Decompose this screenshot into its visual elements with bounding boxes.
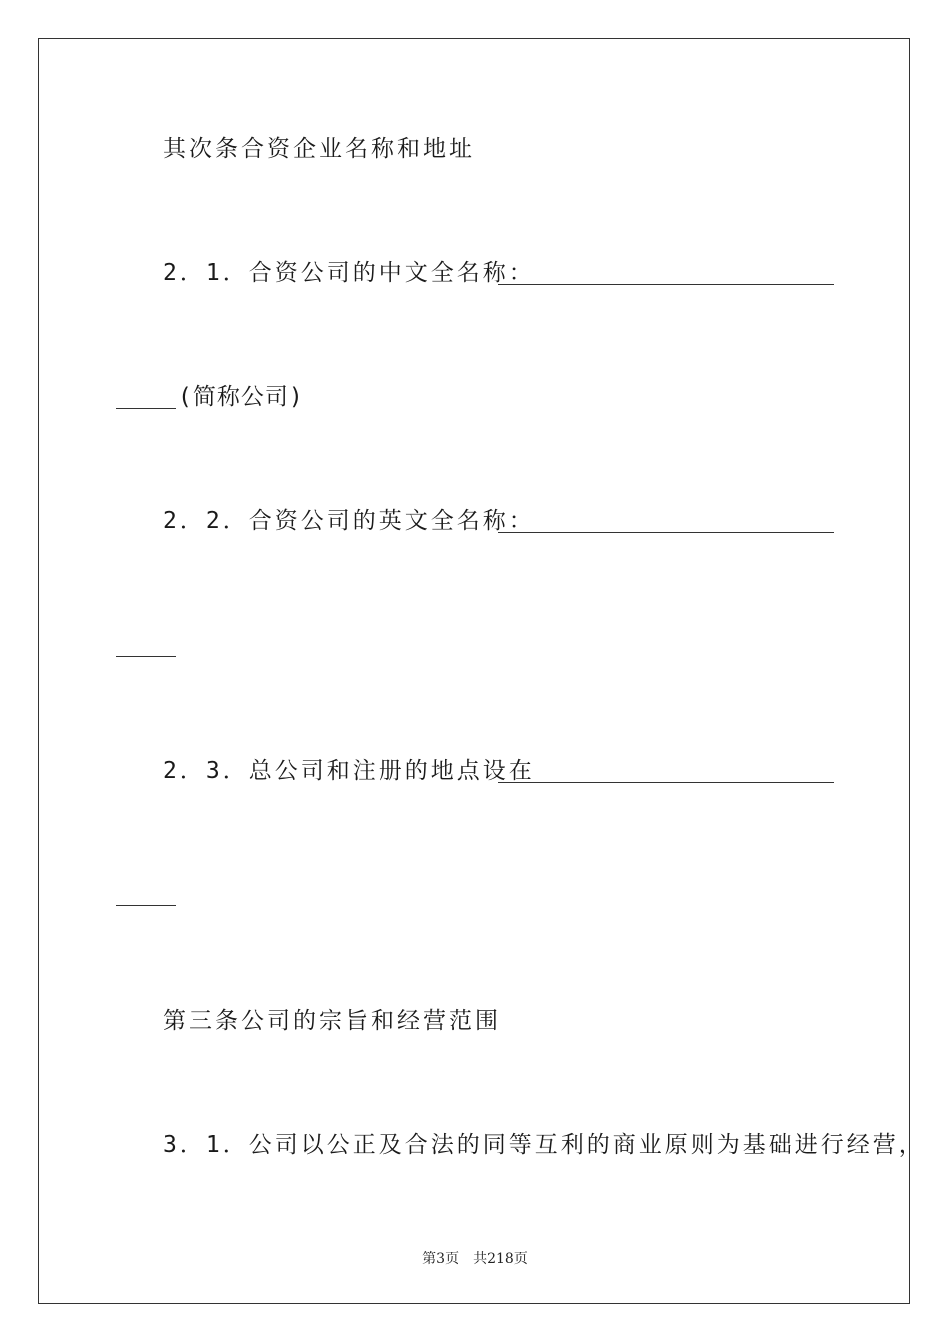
page-number: 第3页	[422, 1251, 460, 1267]
item-3-1-text: 3．1．公司以公正及合法的同等互利的商业原则为基础进行经营，	[163, 1132, 925, 1158]
article-2-heading: 其次条合资企业名称和地址	[163, 136, 475, 162]
item-2-1-abbreviation: (简称公司)	[178, 384, 304, 410]
item-2-3-text: 2．3．总公司和注册的地点设在	[163, 758, 535, 784]
item-2-2-text: 2．2．合资公司的英文全名称：	[163, 508, 535, 534]
item-2-1-cont-blank	[116, 408, 176, 409]
page-border	[38, 38, 910, 1304]
item-2-1-blank	[498, 284, 834, 285]
item-2-3-cont-blank	[116, 905, 176, 906]
item-2-2-blank	[498, 532, 834, 533]
item-2-3-blank	[498, 782, 834, 783]
item-2-2-cont-blank	[116, 656, 176, 657]
page-total: 共218页	[473, 1251, 528, 1267]
article-3-heading: 第三条公司的宗旨和经营范围	[163, 1008, 501, 1034]
item-2-1-text: 2．1．合资公司的中文全名称：	[163, 260, 535, 286]
page-footer	[0, 1248, 950, 1268]
